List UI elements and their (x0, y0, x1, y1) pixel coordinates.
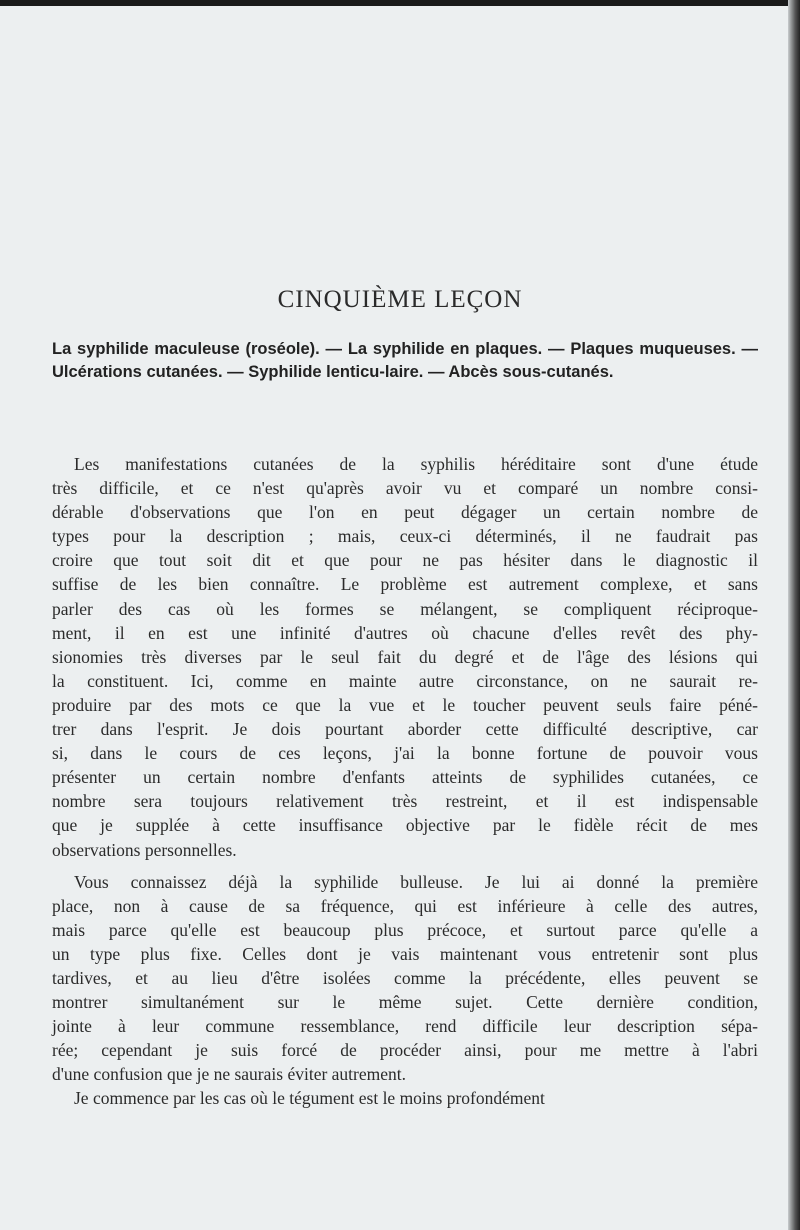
text-line: suffise de les bien connaître. Le problème est autrement complexe, et sans (52, 574, 758, 595)
text-line: Je commence par les cas où le tégument est le moins profondément (74, 1088, 545, 1109)
text-line: ment, il en est une infinité d'autres où chacune d'elles revêt des phy- (52, 622, 758, 643)
text-line: un type plus fixe. Celles dont je vais maintenant vous entretenir sont plus (52, 943, 758, 964)
scan-top-edge (0, 0, 800, 6)
paragraph (52, 1086, 758, 1110)
text-line: montrer simultanément sur le même sujet. Cette dernière condition, (52, 992, 758, 1013)
text-line: place, non à cause de sa fréquence, qui est inférieure à celle des autres, (52, 895, 758, 916)
scan-right-edge (788, 0, 800, 1230)
text-line: jointe à leur commune ressemblance, rend difficile leur description sépa- (52, 1016, 758, 1037)
text-line: produire par des mots ce que la vue et le toucher peuvent seuls faire péné- (52, 694, 758, 715)
text-line: très difficile, et ce n'est qu'après avoir vu et comparé un nombre consi- (52, 478, 758, 499)
text-line: si, dans le cours de ces leçons, j'ai la bonne fortune de pouvoir vous (52, 743, 758, 764)
text-line: que je supplée à cette insuffisance objective par le fidèle récit de mes (52, 815, 758, 836)
chapter-title: CINQUIÈME LEÇON (277, 286, 523, 313)
text-line: rée; cependant je suis forcé de procéder ainsi, pour me mettre à l'abri (52, 1040, 758, 1061)
text-line: tardives, et au lieu d'être isolées comme la précédente, elles peuvent se (52, 967, 758, 988)
paragraph (52, 870, 758, 1087)
text-line: nombre sera toujours relativement très restreint, et il est indispensable (52, 791, 758, 812)
body-text (52, 452, 758, 1111)
text-line: sionomies très diverses par le seul fait du degré et de l'âge des lésions qui (52, 646, 758, 667)
paragraph (52, 452, 758, 862)
text-line: observations personnelles. (52, 839, 237, 860)
text-line: parler des cas où les formes se mélangent, se compliquent réciproque- (52, 598, 758, 619)
text-line: Les manifestations cutanées de la syphilis héréditaire sont d'une étude (74, 454, 758, 474)
chapter-summary: La syphilide maculeuse (roséole). — La syphilide en plaques. — Plaques muqueuses. — Ulcérations cutanées. — Syphilide lenticu-laire. — Abcès sous-cutanés. (52, 340, 758, 381)
text-line: dérable d'observations que l'on en peut dégager un certain nombre de (52, 502, 758, 523)
text-line: Vous connaissez déjà la syphilide bulleuse. Je lui ai donné la première (74, 871, 758, 892)
text-line: d'une confusion que je ne saurais éviter autrement. (52, 1064, 406, 1085)
text-line: la constituent. Ici, comme en mainte autre circonstance, on ne saurait re- (52, 670, 758, 691)
text-line: croire que tout soit dit et que pour ne pas hésiter dans le diagnostic il (52, 550, 758, 571)
text-line: mais parce qu'elle est beaucoup plus précoce, et surtout parce qu'elle a (52, 919, 758, 940)
text-line: présenter un certain nombre d'enfants atteints de syphilides cutanées, ce (52, 767, 758, 788)
text-line: trer dans l'esprit. Je dois pourtant aborder cette difficulté descriptive, car (52, 719, 758, 740)
text-line: types pour la description ; mais, ceux-ci déterminés, il ne faudrait pas (52, 526, 758, 547)
